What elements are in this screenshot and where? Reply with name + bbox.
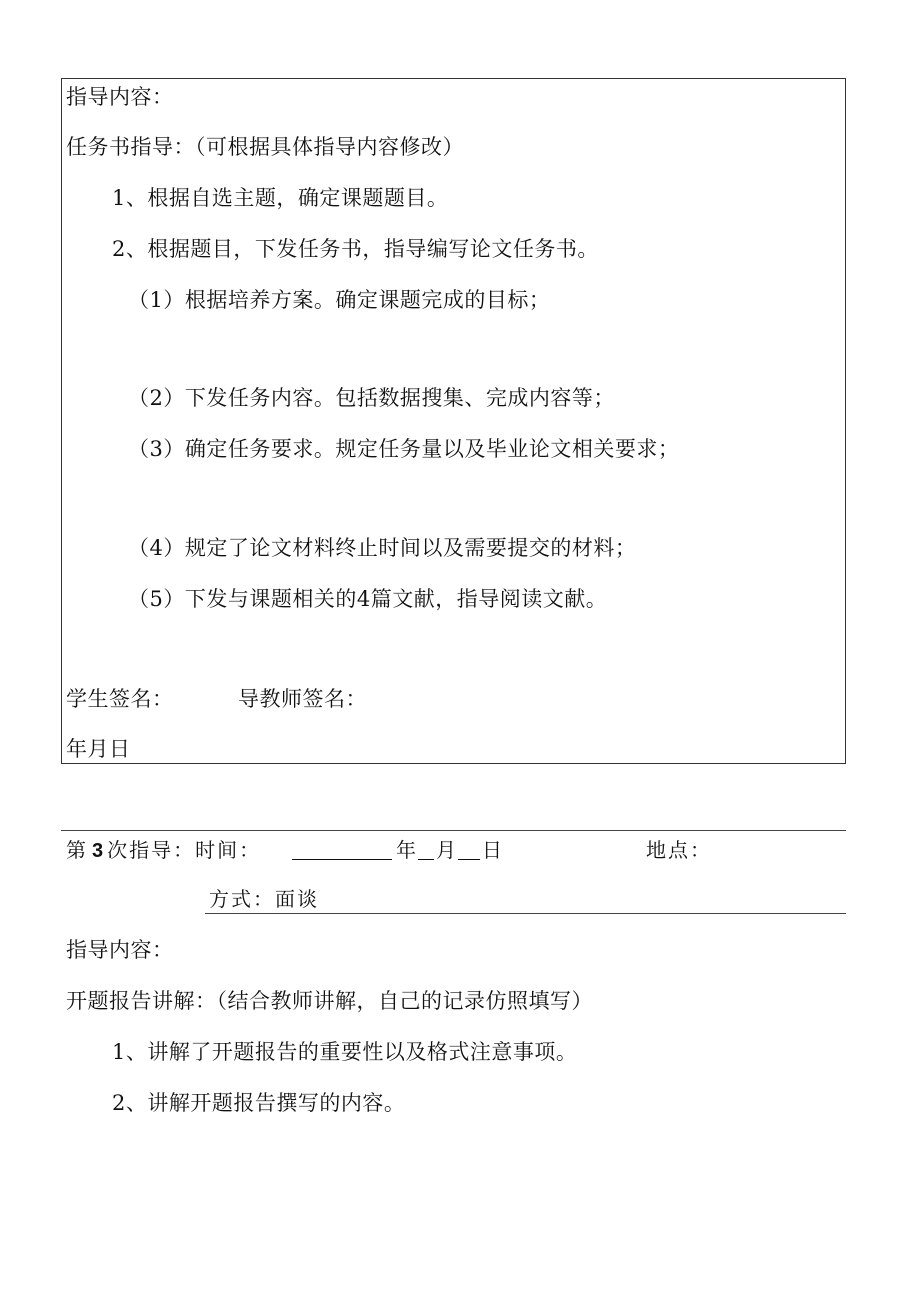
sub-list-item: （1）根据培养方案。确定课题完成的目标；	[128, 288, 551, 312]
month-label: 月	[436, 838, 458, 862]
year-label: 年	[396, 838, 418, 862]
year-blank	[292, 841, 392, 860]
list-item: 2、根据题目，下发任务书，指导编写论文任务书。	[112, 237, 599, 261]
student-signature-label: 学生签名：	[66, 687, 174, 711]
day-blank	[458, 841, 480, 860]
session-number: 3	[92, 840, 104, 862]
sub-list-item: （5）下发与课题相关的4篇文献，指导阅读文献。	[128, 587, 608, 611]
sub-list-item: （4）规定了论文材料终止时间以及需要提交的材料；	[128, 536, 637, 560]
guide-content-label: 指导内容：	[66, 85, 174, 109]
session-time-label: 次指导：时间：	[107, 838, 262, 862]
session-header	[66, 837, 261, 864]
guidance-box	[61, 78, 846, 764]
day-label: 日	[482, 838, 504, 862]
location-label: 地点：	[646, 838, 712, 862]
session-prefix: 第	[66, 838, 88, 862]
month-blank	[418, 841, 434, 860]
guide-content-label-2: 指导内容：	[66, 938, 174, 962]
sub-list-item: （3）确定任务要求。规定任务量以及毕业论文相关要求；	[128, 437, 680, 461]
list-item: 2、讲解开题报告撰写的内容。	[112, 1091, 406, 1115]
top-rule	[61, 830, 846, 831]
list-item: 1、讲解了开题报告的重要性以及格式注意事项。	[112, 1040, 578, 1064]
list-item: 1、根据自选主题，确定课题题目。	[112, 186, 449, 210]
date-label: 年月日	[66, 737, 131, 761]
report-heading: 开题报告讲解：（结合教师讲解，自己的记录仿照填写）	[66, 989, 593, 1013]
sub-list-item: （2）下发任务内容。包括数据搜集、完成内容等；	[128, 386, 615, 410]
teacher-signature-label: 导教师签名：	[238, 687, 367, 711]
method-label: 方式：面谈	[209, 887, 319, 911]
task-heading: 任务书指导：（可根据具体指导内容修改）	[66, 135, 464, 159]
method-rule	[205, 913, 846, 914]
